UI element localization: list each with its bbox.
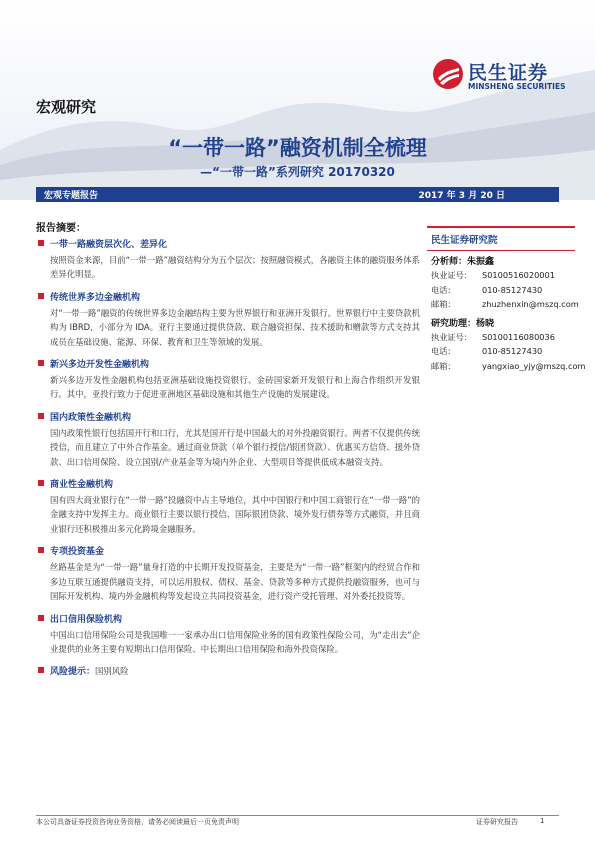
footer-disclaimer: 本公司具备证券投资咨询业务资格，请务必阅读最后一页免责声明 [36,818,239,826]
summary-section [36,612,420,657]
section-title: 一带一路融资层次化、差异化 [50,240,168,250]
minsheng-logo [432,56,572,96]
risk-warning [36,664,420,680]
section-title: 新兴多边开发性金融机构 [50,360,150,371]
institute-name: 民生证券研究院 [431,234,498,246]
section-body: 国有四大商业银行在“一带一路”投融资中占主导地位，其中中国银行和中国工商银行在“一带一路”的金融支持中发挥主力。商业银行主要以银行授信、国际银团贷款、境外发行债券等方式融资，并且商业银行还积极推出多元化跨境金融服务。 [50,495,420,534]
analyst-email-link[interactable]: zhuzhenxin@mszq.com [482,299,579,310]
analyst-license: 执业证号： S0100516020001 [431,270,555,280]
summary-section [36,477,420,536]
report-type-band [36,187,559,202]
assistant-email-link[interactable]: yangxiao_yjy@mszq.com [482,360,586,371]
footer-divider [36,815,559,816]
section-body: 中国出口信用保险公司是我国唯一一家承办出口信用保险业务的国有政策性保险公司，为“走出去”企业提供的业务主要有短期出口信用保险、中长期出口信用保险和海外投资保险。 [50,629,420,654]
square-bullet-icon [38,413,44,419]
section-body: 对“一带一路”融资的传统世界多边金融结构主要为世界银行和亚洲开发银行。世界银行中主要贷款机构为 IBRD，小部分为 IDA。亚行主要通过提供贷款、联合融资担保、技术援助和赠款等方式支持其成员在基础设施、能源、环保、教育和卫生等领域的发展。 [50,307,420,347]
analyst-email: 邮箱： zhuzhenxin@mszq.com [431,299,579,310]
assistant-name: 杨晓 [476,318,495,329]
footer-report-type: 证券研究报告 [476,818,518,826]
assistant-email: 邮箱： yangxiao_yjy@mszq.com [431,360,586,371]
logo-name-cn: 民生证券 [468,62,549,84]
section-body: 丝路基金是为“一带一路”量身打造的中长期开发投资基金，主要是为“一带一路”框架内的经贸合作和多边互联互通提供融资支持，可以运用股权、债权、基金、贷款等多种方式提供投融资服务，也可与国际开发机构、境内外金融机构等发起设立共同投资基金，进行资产受托管理、对外委托投资等。 [50,562,420,602]
section-title: 商业性金融机构 [50,480,114,491]
summary-section [36,544,420,603]
square-bullet-icon [38,615,44,621]
summary-section [36,237,420,282]
logo-name-en: MINSHENG SECURITIES [468,82,566,91]
square-bullet-icon [38,293,44,299]
analyst-name: 朱振鑫 [467,257,495,267]
assistant-phone: 电话： 010-85127430 [431,346,543,357]
analyst-role: 分析师： [431,257,468,267]
section-title: 传统世界多边金融机构 [50,292,141,303]
section-label: 宏观研究 [36,98,97,116]
summary-heading: 报告摘要： [36,223,86,234]
analyst-header [427,251,575,269]
section-body: 新兴多边开发性金融机构包括亚洲基础设施投资银行、金砖国家新开发银行和上海合作组织开发银行。其中，亚投行致力于促进亚洲地区基础设施和其他生产设施的发展建设。 [50,375,420,400]
risk-text: 国别风险 [95,666,129,677]
summary-section [36,290,420,349]
summary-section [36,410,420,469]
report-type-label: 宏观专题报告 [44,191,99,201]
section-title: 出口信用保险机构 [50,614,123,625]
square-bullet-icon [38,667,44,673]
section-title: 国内政策性金融机构 [50,412,132,423]
minsheng-emblem-icon [432,58,464,90]
summary-section [36,357,420,402]
square-bullet-icon [38,360,44,366]
risk-title: 风险提示： [50,667,96,678]
section-title: 专项投资基金 [50,547,105,558]
section-body: 国内政策性银行包括国开行和口行，尤其是国开行是中国最大的对外投融资银行。两者不仅提供传统授信，而且建立了中外合作基金。通过商业贷款（单个银行授信/银团贷款）、优惠买方信贷、援外贷款、出口信用保险、设立国别/产业基金等为境内外企业、大型项目等提供低成本融资支持。 [50,427,420,467]
square-bullet-icon [38,240,44,246]
assistant-license: 执业证号： S0100116080036 [431,331,555,342]
report-date: 2017 年 3 月 20 日 [418,191,505,201]
assistant-role: 研究助理： [431,318,477,329]
section-body: 按照资金来源，目前“一带一路”融资结构分为五个层次；按照融资模式，各融资主体的融资服务体系差异化明显。 [50,255,420,280]
page-number: 1 [540,817,545,825]
assistant-header [427,313,575,331]
report-title: “一带一路”融资机制全梳理 [168,136,427,160]
square-bullet-icon [38,480,44,486]
report-subtitle: —“一带一路”系列研究 20170320 [200,165,395,179]
analyst-phone: 电话： 010-85127430 [431,284,543,295]
square-bullet-icon [38,547,44,553]
analyst-sidebar [427,226,586,375]
summary-content [36,237,420,680]
